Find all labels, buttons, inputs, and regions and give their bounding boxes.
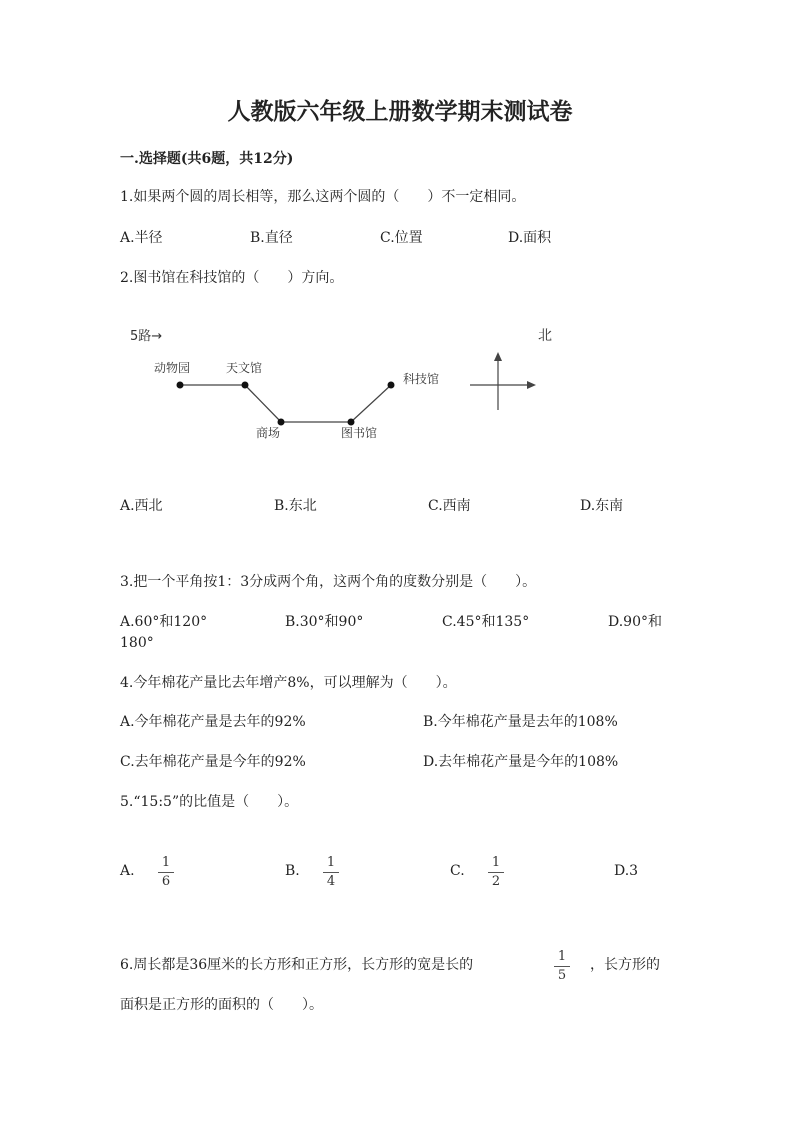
question-4-option-b: B.今年棉花产量是去年的108% — [423, 714, 618, 730]
question-5-stem: 5.“15:5”的比值是（ ）。 — [120, 794, 299, 810]
section-heading: 一.选择题(共6题，共12分) — [120, 151, 294, 167]
place-label-science-museum: 科技馆 — [403, 372, 440, 386]
place-label-library: 图书馆 — [341, 426, 378, 440]
question-5-option-a: A. — [120, 863, 135, 879]
library-dot — [348, 419, 355, 426]
question-2-option-c: C.西南 — [428, 498, 471, 514]
question-5-option-b: B. — [285, 863, 300, 879]
fraction-denominator: 4 — [326, 874, 336, 889]
fraction-denominator: 2 — [491, 874, 501, 889]
question-2-option-d: D.东南 — [580, 498, 624, 514]
fraction-bar — [554, 966, 570, 967]
question-4-option-a: A.今年棉花产量是去年的92% — [120, 714, 306, 730]
place-label-zoo: 动物园 — [154, 361, 191, 375]
fraction-bar — [158, 872, 174, 873]
question-4-option-d: D.去年棉花产量是今年的108% — [423, 754, 619, 770]
fraction-bar — [488, 872, 504, 873]
question-5-option-d: D.3 — [614, 863, 639, 879]
fraction-numerator: 1 — [161, 855, 171, 870]
fraction-option-b — [323, 856, 339, 889]
question-4-option-c: C.去年棉花产量是今年的92% — [120, 754, 306, 770]
question-1-stem: 1.如果两个圆的周长相等，那么这两个圆的（ ）不一定相同。 — [120, 189, 526, 205]
question-4-stem: 4.今年棉花产量比去年增产8%，可以理解为（ ）。 — [120, 675, 457, 691]
question-1-option-a: A.半径 — [120, 230, 163, 246]
fraction-denominator: 5 — [557, 968, 567, 983]
fraction-numerator: 1 — [557, 949, 567, 964]
fraction-option-c — [488, 856, 504, 889]
question-3-option-a: A.60°和120° — [120, 614, 208, 630]
question-6-stem-part2: ，长方形的 — [590, 957, 660, 973]
question-1-option-d: D.面积 — [508, 230, 552, 246]
question-3-option-b: B.30°和90° — [285, 614, 364, 630]
compass-cross-icon — [470, 352, 536, 410]
question-3-option-d-continued: 180° — [120, 635, 154, 651]
question-3-option-d: D.90°和 — [608, 614, 662, 630]
place-label-planetarium: 天文馆 — [226, 361, 263, 375]
question-2-stem: 2.图书馆在科技馆的（ ）方向。 — [120, 270, 344, 286]
mall-dot — [278, 419, 285, 426]
north-label: 北 — [538, 328, 552, 344]
question-1-option-c: C.位置 — [380, 230, 423, 246]
fraction-numerator: 1 — [491, 855, 501, 870]
zoo-dot — [177, 382, 184, 389]
page-title: 人教版六年级上册数学期末测试卷 — [227, 98, 573, 125]
question-2-option-a: A.西北 — [120, 498, 163, 514]
fraction-denominator: 6 — [161, 874, 171, 889]
road-label: 5路→ — [130, 329, 163, 344]
place-label-mall: 商场 — [256, 426, 281, 440]
question-2-option-b: B.东北 — [274, 498, 317, 514]
question-1-option-b: B.直径 — [250, 230, 293, 246]
question-3-option-c: C.45°和135° — [442, 614, 530, 630]
science-museum-dot — [388, 382, 395, 389]
fraction-one-fifth — [554, 950, 570, 983]
question-6-stem-part1: 6.周长都是36厘米的长方形和正方形，长方形的宽是长的 — [120, 957, 474, 973]
question-6-stem-line2: 面积是正方形的面积的（ ）。 — [120, 997, 323, 1013]
question-3-stem: 3.把一个平角按1：3分成两个角，这两个角的度数分别是（ ）。 — [120, 574, 537, 590]
planetarium-dot — [242, 382, 249, 389]
fraction-option-a — [158, 856, 174, 889]
question-5-option-c: C. — [450, 863, 465, 879]
route-map-diagram — [0, 320, 800, 460]
fraction-numerator: 1 — [326, 855, 336, 870]
route-line — [180, 385, 391, 422]
fraction-bar — [323, 872, 339, 873]
